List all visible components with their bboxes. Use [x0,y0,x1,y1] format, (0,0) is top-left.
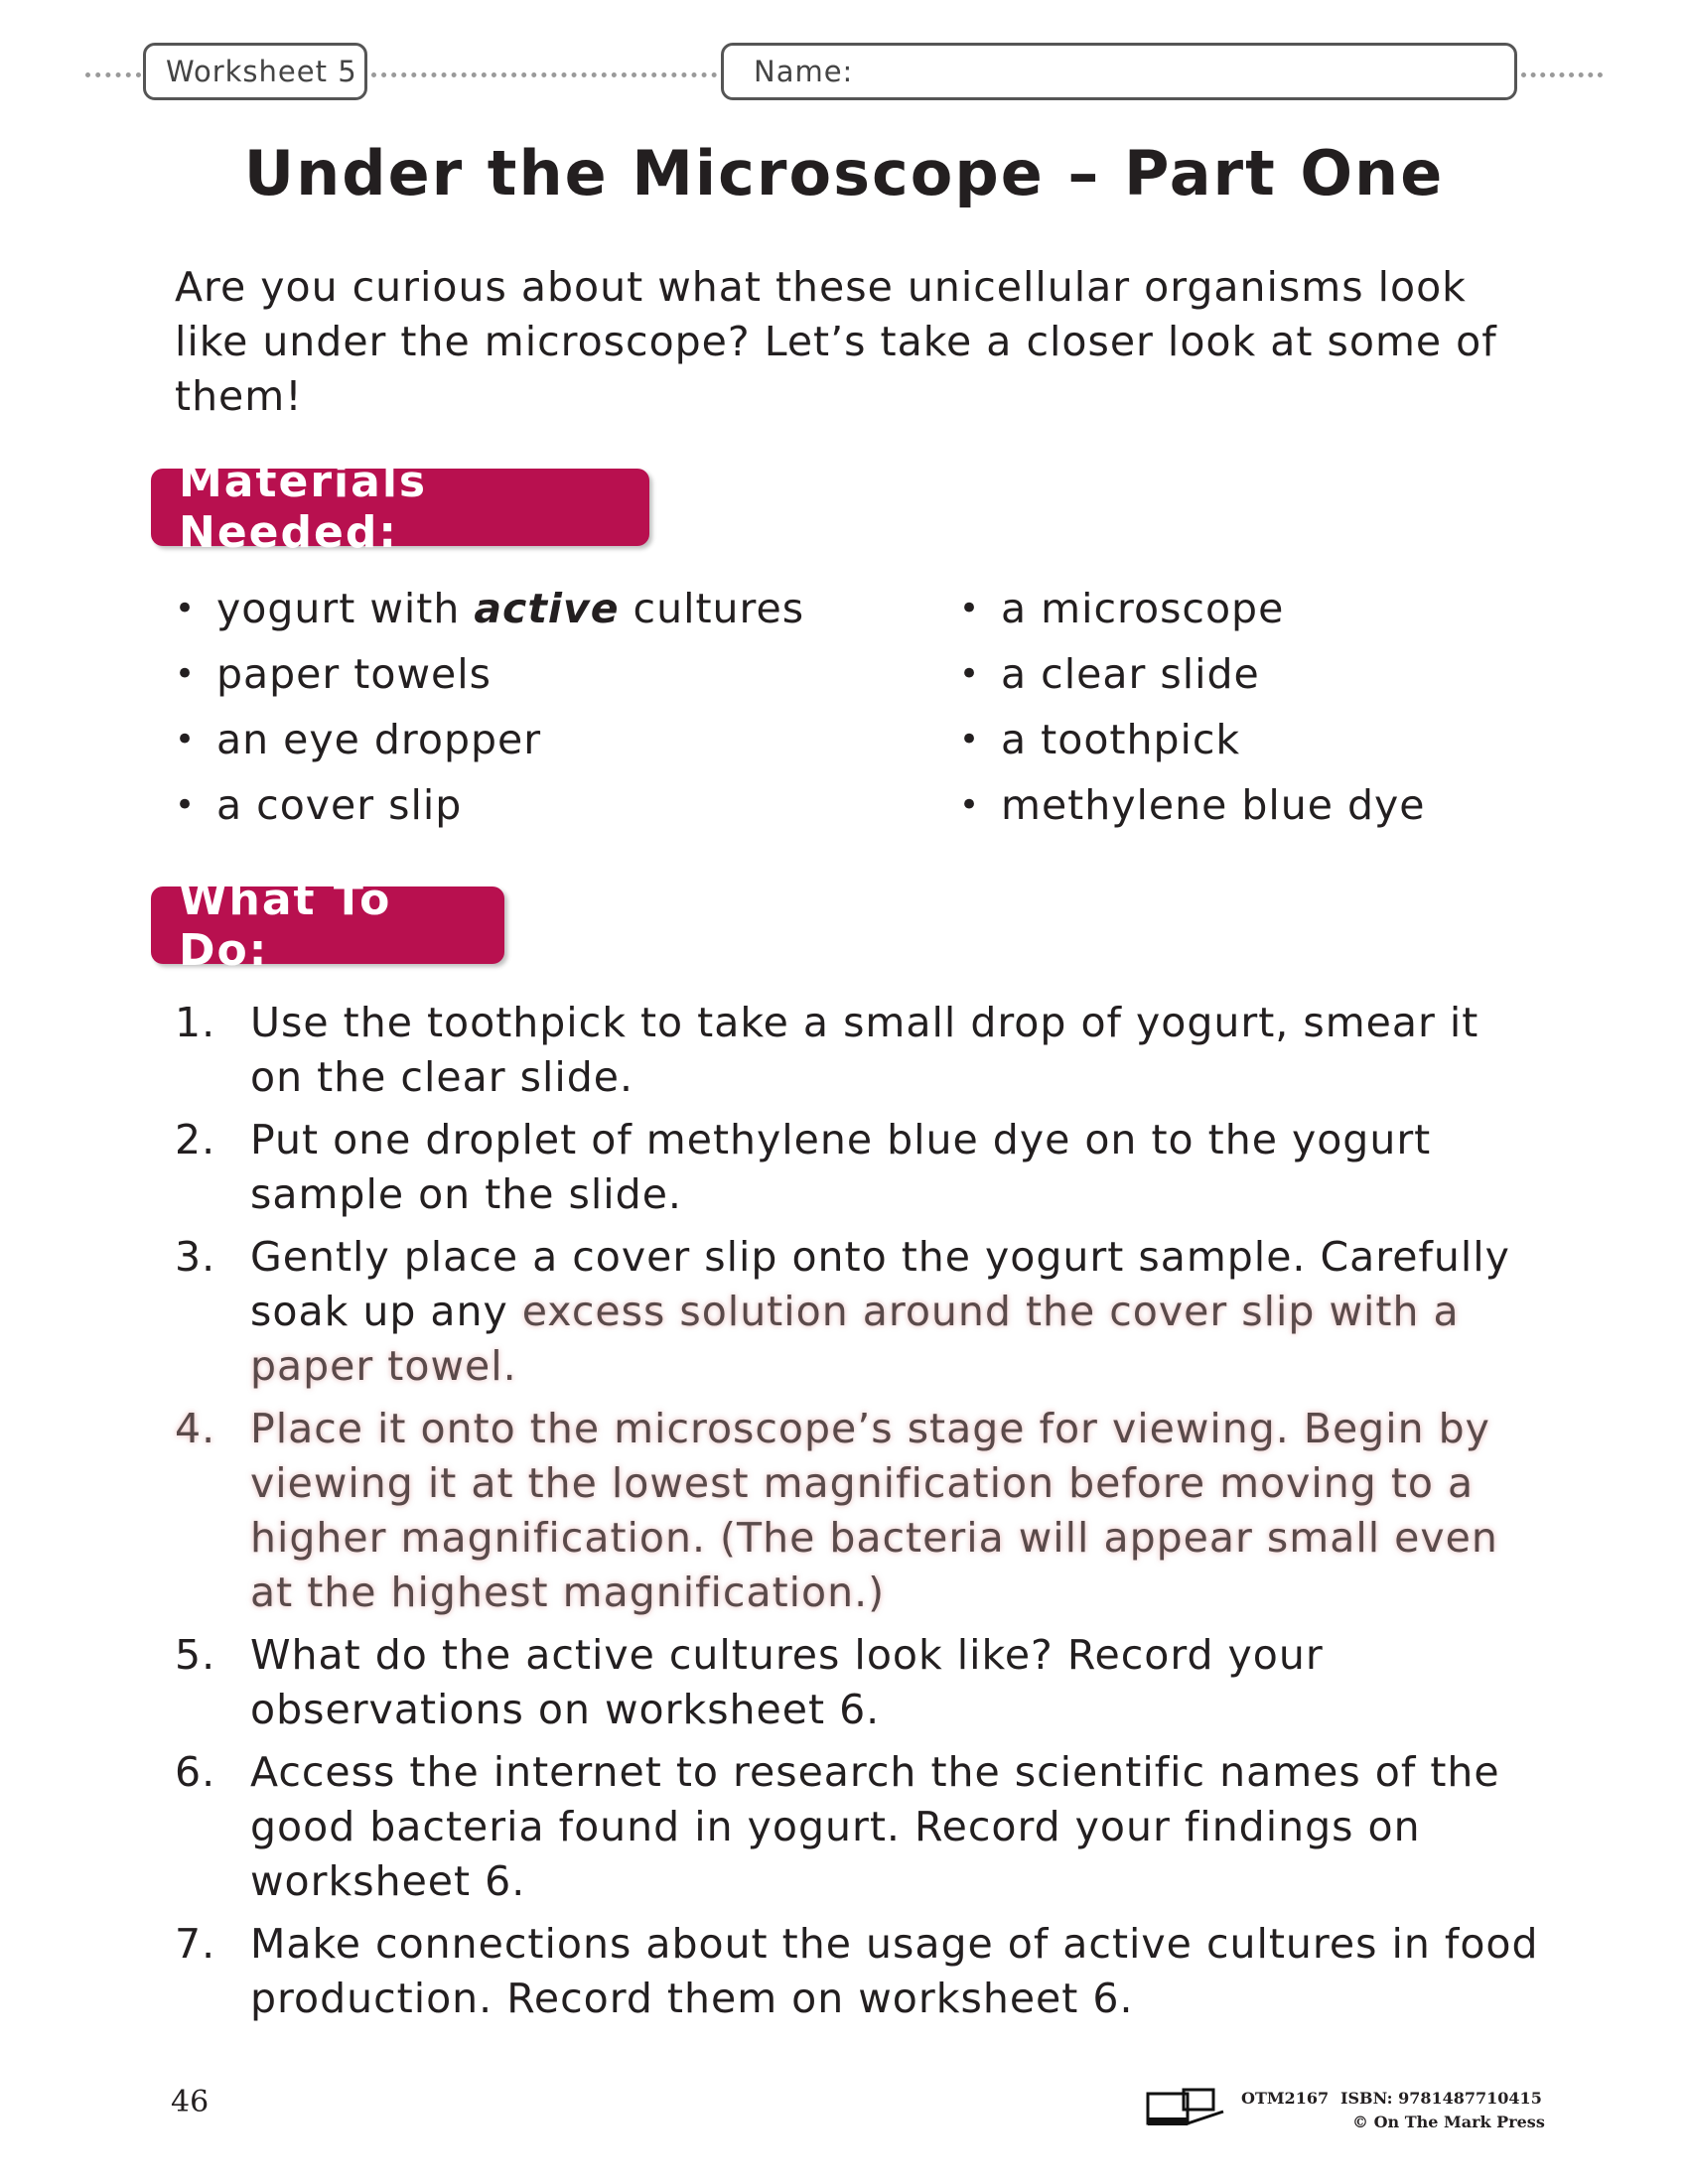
list-item [175,996,1545,1105]
list-item [175,1745,1545,1909]
list-item [959,707,1426,772]
list-item [175,707,804,772]
header-dotted-line-left [85,72,141,77]
copyright: © On The Mark Press [1352,2113,1545,2131]
isbn: ISBN: 9781487710415 [1340,2089,1542,2108]
material-text: an eye dropper [216,716,542,763]
name-label: Name: [754,55,854,88]
list-item [175,1230,1545,1394]
step-text [250,1230,1545,1394]
materials-heading-label: Materials Needed: [179,457,428,558]
bullet-icon: • [959,589,981,628]
materials-list-left [175,576,804,838]
material-text-before: yogurt with [216,585,475,632]
bullet-icon: • [175,589,197,628]
list-item [175,641,804,707]
step-text-highlighted: Place it onto the microscope’s stage for viewing. Begin by viewing it at the lowest magnification before moving to a higher magnification. (The bacteria will appear small even at the highest magnification.) [250,1405,1498,1616]
step-number: 7. [175,1920,216,1968]
step-text: What do the active cultures look like? Record your observations on worksheet 6. [250,1631,1324,1733]
materials-list-right [959,576,1426,838]
bullet-icon: • [959,654,981,694]
what-to-do-heading [151,875,504,976]
list-item [959,772,1426,838]
step-number: 1. [175,999,216,1046]
material-text-after: cultures [619,585,805,632]
material-text: methylene blue dye [1001,781,1426,829]
material-text: a clear slide [1001,650,1260,698]
material-text: paper towels [216,650,492,698]
list-item [175,1917,1545,2026]
book-icon [1146,2088,1227,2131]
worksheet-label: Worksheet 5 [166,55,357,88]
step-number: 5. [175,1631,216,1679]
step-text-part: Gently place a cover slip onto the yogurt sample. Carefully soak up any [250,1233,1524,1335]
step-number: 3. [175,1233,216,1281]
step-number: 6. [175,1748,216,1796]
intro-paragraph: Are you curious about what these unicellular organisms look like under the microscope? Let’s take a closer look at some of them! [175,263,1497,420]
header-dotted-line-middle [371,72,717,77]
name-field[interactable] [721,43,1517,100]
step-number: 4. [175,1405,216,1452]
list-item [175,1402,1545,1620]
step-text: Make connections about the usage of active cultures in food production. Record them on worksheet 6. [250,1920,1539,2022]
material-emphasis: active [474,585,620,632]
header-dotted-line-right [1521,72,1603,77]
bullet-icon: • [175,654,197,694]
list-item [175,576,804,641]
step-text-highlighted: excess solution around the cover slip with a paper towel. [250,1288,1460,1390]
list-item [175,772,804,838]
list-item [175,1628,1545,1737]
bullet-icon: • [175,720,197,759]
step-text: Use the toothpick to take a small drop of yogurt, smear it on the clear slide. [250,999,1479,1101]
list-item [959,576,1426,641]
bullet-icon: • [175,785,197,825]
material-text: a toothpick [1001,716,1241,763]
step-number: 2. [175,1116,216,1163]
steps-list [175,996,1545,2034]
what-to-do-heading-label: What To Do: [179,875,392,976]
list-item [175,1113,1545,1222]
list-item [959,641,1426,707]
material-text: a microscope [1001,585,1285,632]
bullet-icon: • [959,720,981,759]
step-text: Put one droplet of methylene blue dye on to the yogurt sample on the slide. [250,1116,1432,1218]
materials-heading [151,457,649,558]
page-title: Under the Microscope – Part One [243,137,1445,209]
page-number: 46 [171,2085,210,2119]
step-text: Access the internet to research the scientific names of the good bacteria found in yogurt. Record your findings on worksheet 6. [250,1748,1500,1905]
material-text: a cover slip [216,781,463,829]
worksheet-label-box [143,43,367,100]
product-code: OTM2167 [1241,2089,1330,2108]
bullet-icon: • [959,785,981,825]
